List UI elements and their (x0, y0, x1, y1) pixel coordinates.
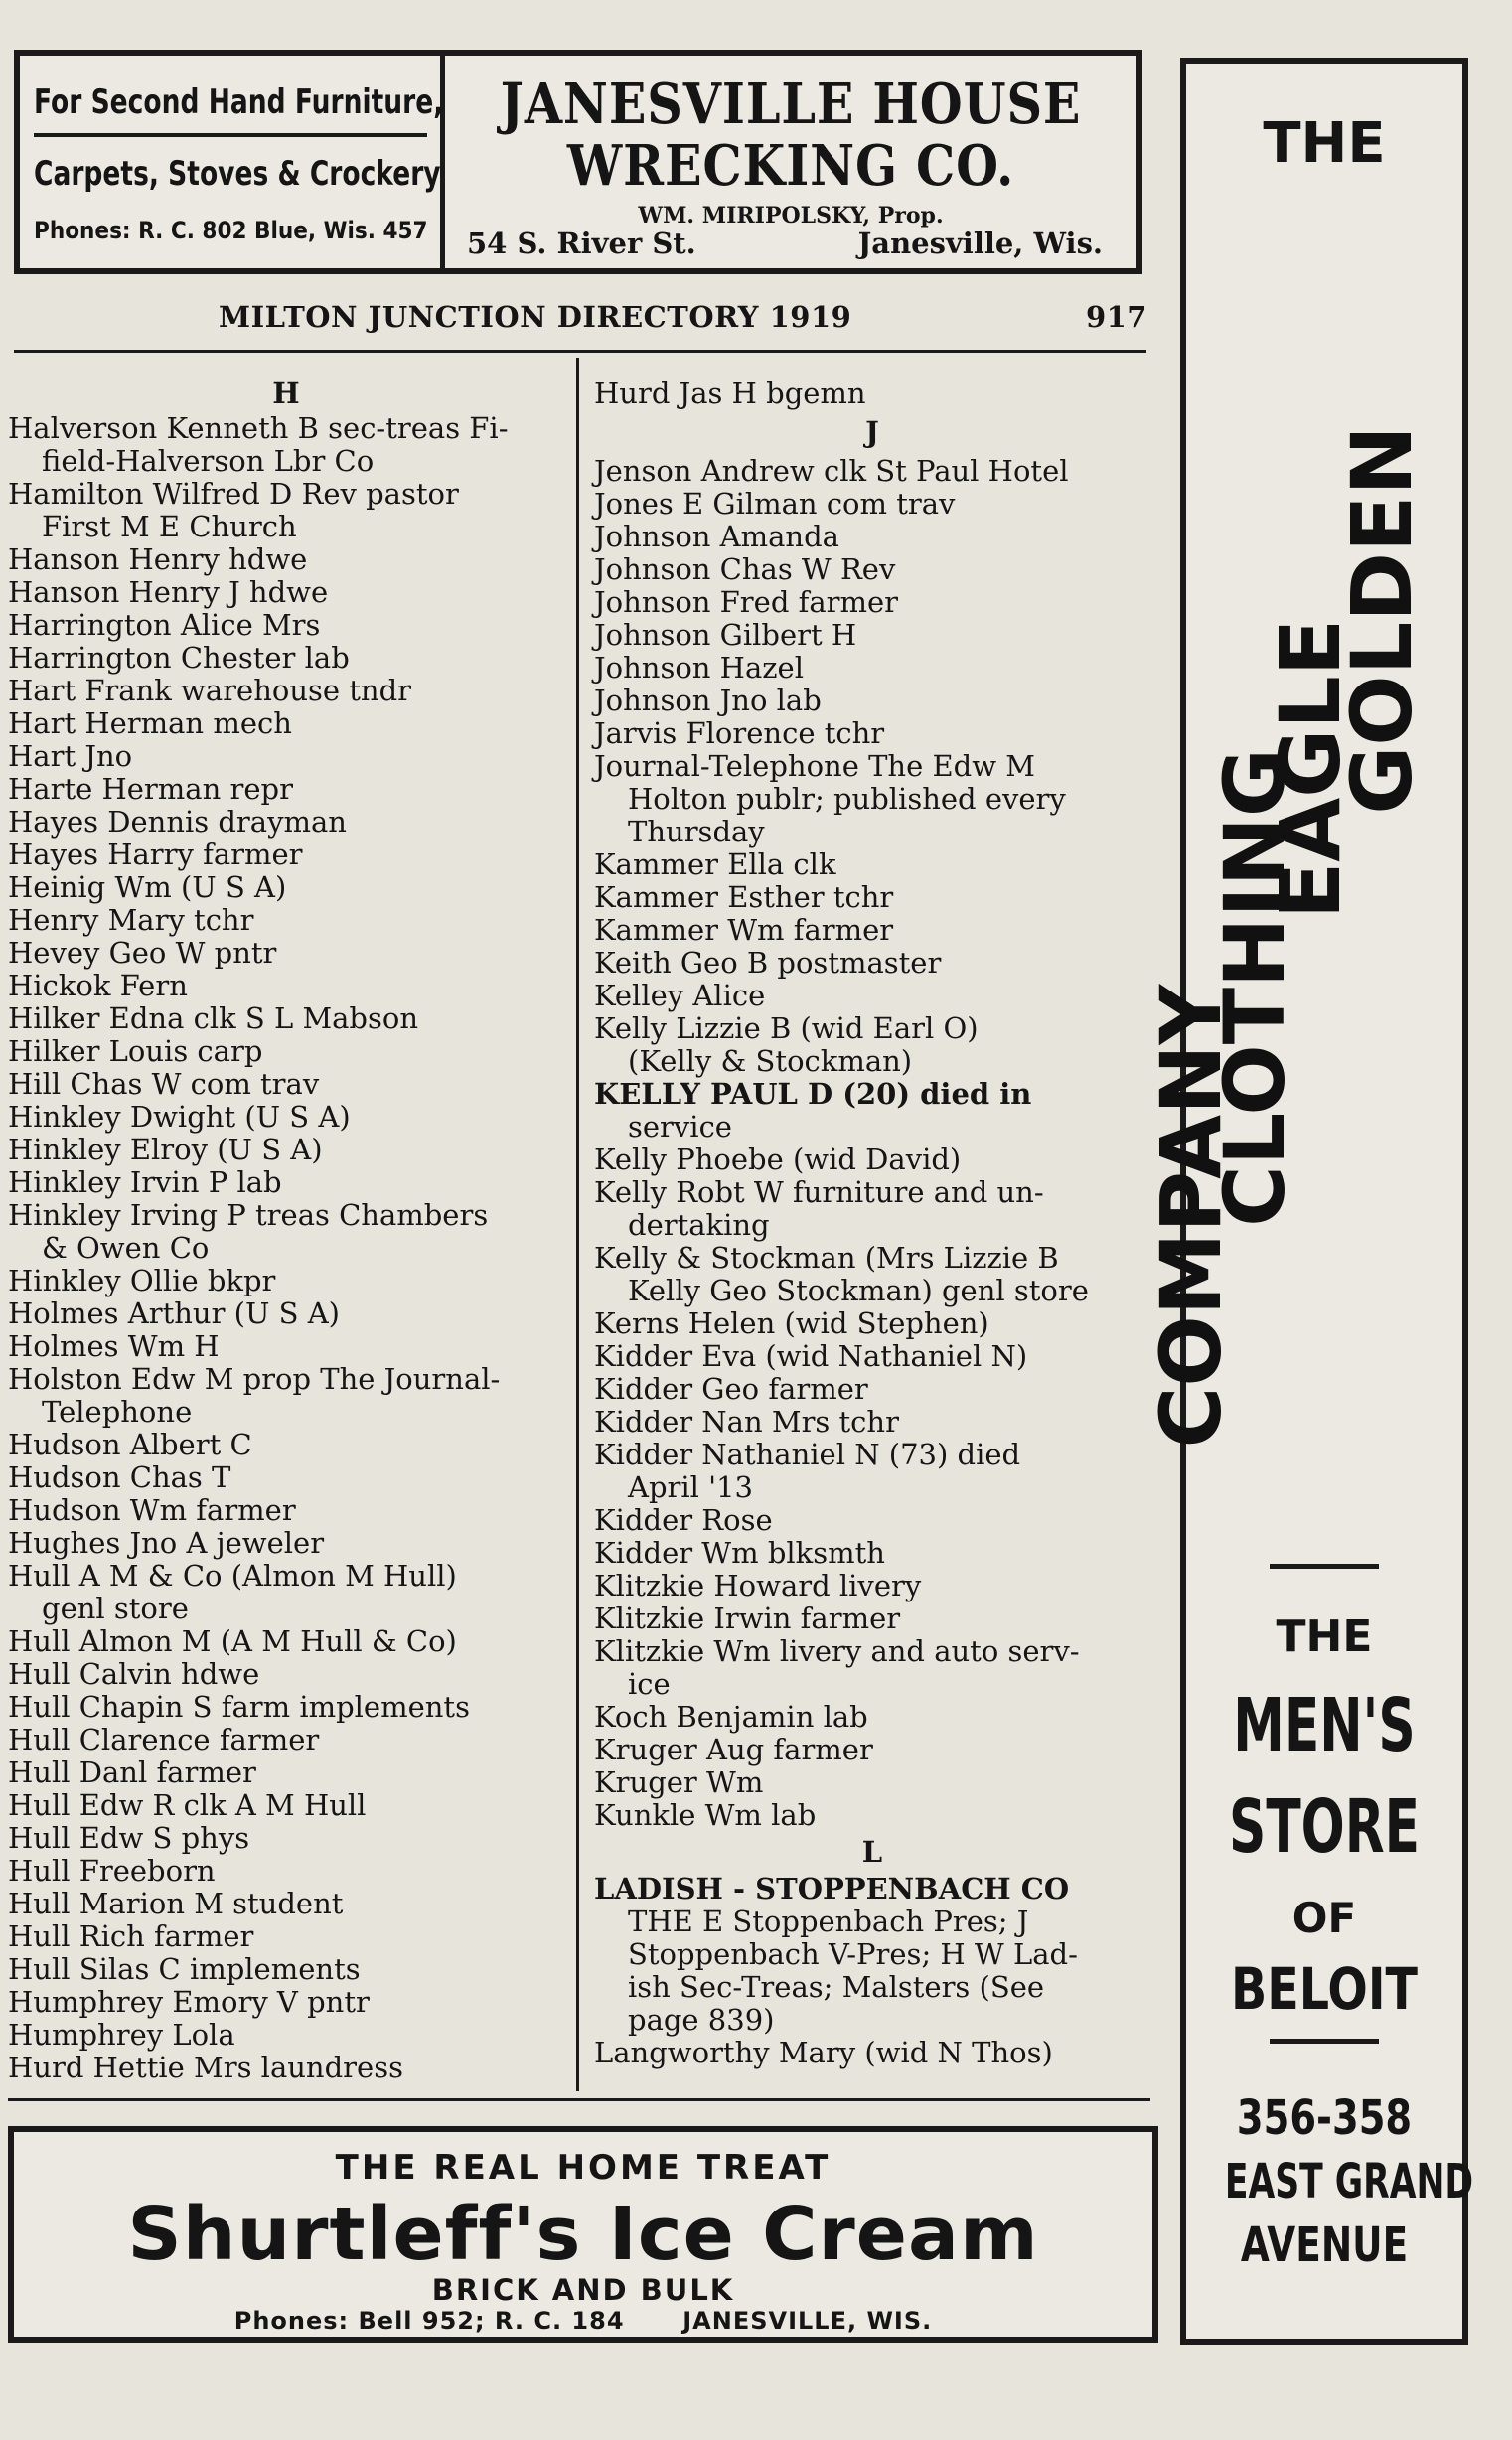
list-item: Kruger Wm (594, 1765, 764, 1799)
company-city: Janesville, Wis. (857, 227, 1103, 260)
list-item: Hull Danl farmer (8, 1755, 256, 1789)
list-item: Hull A M & Co (Almon M Hull) (8, 1559, 457, 1593)
list-item: April '13 (628, 1470, 754, 1504)
list-item: Hurd Jas H bgemn (594, 377, 866, 410)
list-item: Heinig Wm (U S A) (8, 870, 287, 904)
side-ad-mens: MEN'S (1233, 1683, 1416, 1768)
list-item: Thursday (628, 815, 765, 848)
list-item: service (628, 1110, 732, 1144)
side-ad-of: OF (1291, 1894, 1357, 1942)
list-item: Holmes Wm H (8, 1329, 220, 1363)
list-item: Kelly Robt W furniture and un- (594, 1175, 1044, 1209)
wrecking-co-panel (445, 56, 1136, 268)
company-address (445, 227, 1136, 260)
directory-column-left (8, 378, 564, 2084)
ice-cream-phones: Phones: Bell 952; R. C. 184 (233, 2307, 625, 2335)
list-item: Kidder Wm blksmth (594, 1536, 885, 1570)
list-item: Hickok Fern (8, 969, 188, 1002)
list-item: Hull Rich farmer (8, 1919, 254, 1953)
list-item: Kelly Geo Stockman) genl store (628, 1274, 1089, 1307)
list-item: Jones E Gilman com trav (594, 487, 956, 521)
list-item: Hudson Wm farmer (8, 1493, 296, 1527)
furniture-ad-line2: Carpets, Stoves & Crockery (34, 154, 441, 194)
list-item: Kammer Wm farmer (594, 913, 894, 947)
list-item: Klitzkie Irwin farmer (594, 1601, 901, 1635)
list-item: Kidder Eva (wid Nathaniel N) (594, 1339, 1028, 1373)
list-item: Hart Herman mech (8, 706, 292, 740)
list-item: Kidder Nan Mrs tchr (594, 1405, 899, 1439)
directory-column-right (594, 378, 1150, 2069)
list-item: page 839) (628, 2003, 775, 2037)
list-item: Kelley Alice (594, 979, 766, 1012)
side-ad-address-avenue: AVENUE (1240, 2217, 1409, 2273)
list-item: Hill Chas W com trav (8, 1067, 320, 1101)
list-item: Hudson Chas T (8, 1460, 231, 1494)
list-item: Harrington Alice Mrs (8, 608, 321, 642)
list-item: Hanson Henry hdwe (8, 542, 308, 576)
side-ad-store: STORE (1229, 1784, 1420, 1870)
list-item: Jenson Andrew clk St Paul Hotel (594, 454, 1069, 488)
header-rule (14, 350, 1146, 353)
list-item: Klitzkie Howard livery (594, 1569, 922, 1602)
ice-cream-tagline: THE REAL HOME TREAT (335, 2148, 832, 2188)
list-item: Hinkley Dwight (U S A) (8, 1100, 351, 1134)
list-item: Keith Geo B postmaster (594, 946, 942, 980)
side-ad-the: THE (1263, 111, 1386, 176)
section-letter: H (272, 377, 300, 410)
ad-divider (34, 133, 427, 137)
furniture-ad-phones: Phones: R. C. 802 Blue, Wis. 457 (34, 217, 428, 244)
list-item: Hevey Geo W pntr (8, 936, 277, 970)
furniture-ad-panel (20, 56, 445, 268)
directory-title: MILTON JUNCTION DIRECTORY 1919 (219, 300, 852, 334)
list-item: Halverson Kenneth B sec-treas Fi- (8, 411, 509, 445)
list-item: Hinkley Elroy (U S A) (8, 1133, 323, 1166)
list-item: Johnson Gilbert H (594, 618, 857, 652)
list-item: Humphrey Emory V pntr (8, 1985, 370, 2019)
list-item: Johnson Chas W Rev (594, 552, 896, 586)
side-ad-golden: GOLDEN (1333, 425, 1431, 815)
list-item: Kammer Ella clk (594, 847, 836, 881)
list-item: Hull Chapin S farm implements (8, 1690, 470, 1724)
list-item: Johnson Hazel (594, 651, 804, 685)
top-advertisement (14, 50, 1142, 274)
list-item: ish Sec-Treas; Malsters (See (628, 1970, 1045, 2004)
furniture-ad-line1: For Second Hand Furniture, (34, 82, 444, 122)
list-item: field-Halverson Lbr Co (42, 444, 375, 478)
list-item: LADISH - STOPPENBACH CO (594, 1872, 1070, 1906)
list-item: Journal-Telephone The Edw M (594, 749, 1035, 783)
list-item: Hayes Dennis drayman (8, 805, 347, 839)
rotated-name-graphic (1142, 213, 1448, 1544)
list-item: Kidder Geo farmer (594, 1372, 868, 1406)
list-item: Kelly & Stockman (Mrs Lizzie B (594, 1241, 1059, 1275)
list-item: Hughes Jno A jeweler (8, 1526, 325, 1560)
list-item: First M E Church (42, 510, 297, 543)
list-item: Stoppenbach V-Pres; H W Lad- (628, 1937, 1078, 1971)
list-item: Kammer Esther tchr (594, 880, 894, 914)
ice-cream-contact (14, 2307, 1152, 2335)
list-item: Hudson Albert C (8, 1428, 252, 1461)
side-ad-eagle: EAGLE (1262, 618, 1359, 920)
side-advertisement (1142, 58, 1474, 2345)
list-item: Hurd Hettie Mrs laundress (8, 2051, 403, 2084)
ice-cream-brand: Shurtleff's Ice Cream (127, 2192, 1039, 2277)
list-item: Hilker Edna clk S L Mabson (8, 1001, 419, 1035)
section-letter: J (865, 415, 879, 449)
section-letter: L (861, 1835, 883, 1869)
ice-cream-city: JANESVILLE, WIS. (682, 2307, 933, 2335)
list-item: Hull Edw S phys (8, 1821, 250, 1855)
list-item: Kruger Aug farmer (594, 1733, 873, 1766)
list-item: Johnson Amanda (594, 520, 839, 553)
list-item: Johnson Jno lab (594, 684, 822, 717)
side-ad-divider (1270, 2039, 1379, 2044)
list-item: Holton publr; published every (628, 782, 1066, 816)
side-ad-rotated-name (1142, 213, 1448, 1544)
bottom-advertisement (8, 2126, 1158, 2343)
list-item: Langworthy Mary (wid N Thos) (594, 2036, 1053, 2069)
list-item: Kidder Rose (594, 1503, 773, 1537)
list-item: Hull Freeborn (8, 1854, 216, 1888)
list-item: Hinkley Ollie bkpr (8, 1264, 276, 1297)
list-item: Hull Almon M (A M Hull & Co) (8, 1624, 457, 1658)
column-divider (576, 358, 579, 2091)
company-name-line2: WRECKING CO. (566, 133, 1015, 199)
list-item: KELLY PAUL D (20) died in (594, 1077, 1032, 1111)
list-item: Hilker Louis carp (8, 1034, 263, 1068)
list-item: Holmes Arthur (U S A) (8, 1296, 340, 1330)
list-item: Hamilton Wilfred D Rev pastor (8, 477, 459, 511)
company-name-line1: JANESVILLE HOUSE (500, 72, 1082, 137)
side-ad-company: COMPANY (1142, 984, 1240, 1449)
list-item: Kelly Lizzie B (wid Earl O) (594, 1011, 979, 1045)
side-ad-divider (1270, 1564, 1379, 1569)
list-item: Hull Edw R clk A M Hull (8, 1788, 367, 1822)
list-item: Hull Calvin hdwe (8, 1657, 260, 1691)
side-ad-the-2: THE (1276, 1611, 1373, 1662)
list-item: Klitzkie Wm livery and auto serv- (594, 1634, 1080, 1668)
list-item: Hinkley Irving P treas Chambers (8, 1198, 489, 1232)
proprietor: WM. MIRIPOLSKY, Prop. (638, 203, 944, 229)
list-item: Hart Jno (8, 739, 133, 773)
list-item: Hull Clarence farmer (8, 1723, 320, 1756)
list-item: Koch Benjamin lab (594, 1700, 868, 1734)
running-header (219, 300, 1147, 340)
list-item: Hinkley Irvin P lab (8, 1165, 282, 1199)
list-item: Holston Edw M prop The Journal- (8, 1362, 501, 1396)
side-ad-address-number: 356-358 (1236, 2090, 1413, 2146)
list-item: Johnson Fred farmer (594, 585, 899, 619)
list-item: Jarvis Florence tchr (594, 716, 885, 750)
list-item: dertaking (628, 1208, 770, 1242)
side-ad-clothing: CLOTHING (1206, 748, 1303, 1227)
footer-rule (8, 2098, 1150, 2101)
ice-cream-sub: BRICK AND BULK (431, 2273, 735, 2307)
list-item: Kidder Nathaniel N (73) died (594, 1438, 1021, 1471)
list-item: Kunkle Wm lab (594, 1798, 817, 1832)
list-item: (Kelly & Stockman) (628, 1044, 913, 1078)
list-item: Harte Herman repr (8, 772, 293, 806)
list-item: Kelly Phoebe (wid David) (594, 1143, 962, 1176)
side-ad-city: BELOIT (1231, 1955, 1418, 2023)
list-item: Hayes Harry farmer (8, 838, 303, 871)
list-item: Hanson Henry J hdwe (8, 575, 329, 609)
list-item: Humphrey Lola (8, 2018, 235, 2052)
list-item: Hull Marion M student (8, 1887, 344, 1920)
list-item: genl store (42, 1592, 189, 1625)
list-item: ice (628, 1667, 671, 1701)
side-ad-address-street: EAST GRAND (1224, 2154, 1474, 2210)
list-item: & Owen Co (42, 1231, 210, 1265)
list-item: Harrington Chester lab (8, 641, 350, 675)
company-street: 54 S. River St. (467, 227, 696, 260)
list-item: Hart Frank warehouse tndr (8, 674, 412, 707)
list-item: Henry Mary tchr (8, 903, 254, 937)
page-number: 917 (1085, 300, 1147, 334)
list-item: THE E Stoppenbach Pres; J (628, 1905, 1029, 1938)
list-item: Hull Silas C implements (8, 1952, 361, 1986)
list-item: Telephone (42, 1395, 193, 1429)
list-item: Kerns Helen (wid Stephen) (594, 1306, 989, 1340)
